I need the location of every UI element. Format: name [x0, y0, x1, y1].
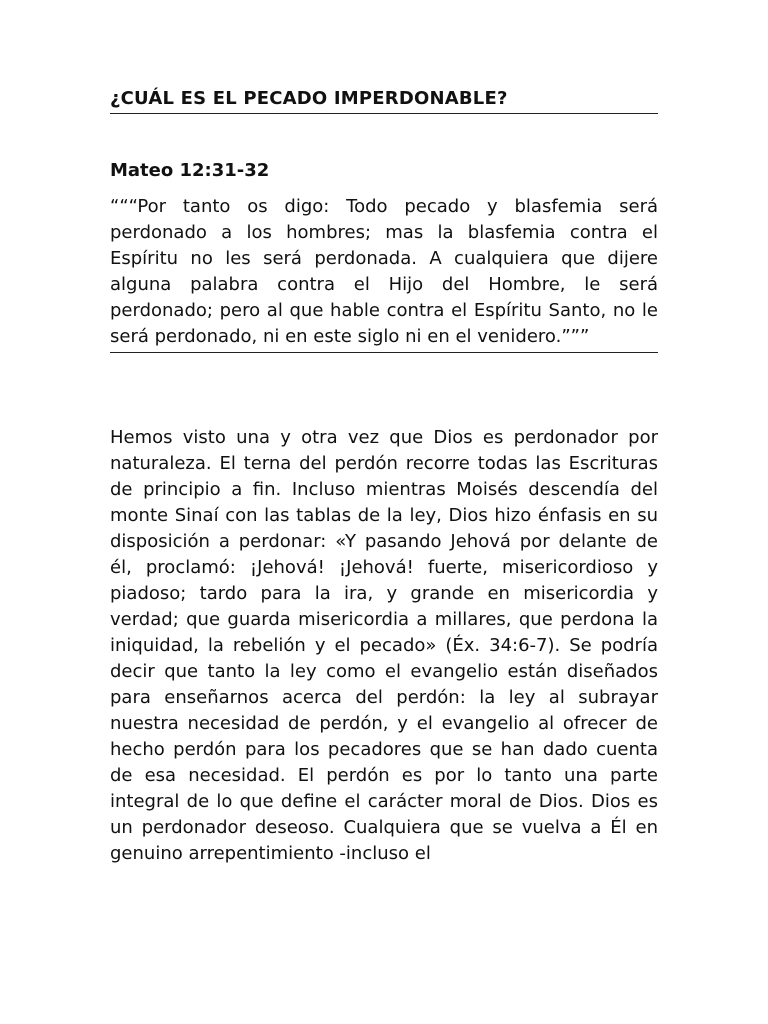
scripture-quote: “““Por tanto os digo: Todo pecado y blasfemia será perdonado a los hombres; mas la blasfemia contra el Espíritu no les será perdonada. A cualquiera que dijere alguna palabra contra el Hijo del Hombre, le será perdonado; pero al que hable contra el Espíritu Santo, no le será perdonado, ni en este siglo ni en el venidero.””” [110, 194, 658, 353]
page-title: ¿CUÁL ES EL PECADO IMPERDONABLE? [110, 86, 658, 114]
scripture-reference: Mateo 12:31-32 [110, 160, 270, 181]
body-paragraph: Hemos visto una y otra vez que Dios es perdonador por naturaleza. El terna del perdón recorre todas las Escrituras de principio a fin. Incluso mientras Moisés descendía del monte Sinaí con las tablas de la ley, Dios hizo énfasis en su disposición a perdonar: «Y pasando Jehová por delante de él, proclamó: ¡Jehová! ¡Jehová! fuerte, misericordioso y piadoso; tardo para la ira, y grande en misericordia y verdad; que guarda misericordia a millares, que perdona la iniquidad, la rebelión y el pecado» (Éx. 34:6-7). Se podría decir que tanto la ley como el evangelio están diseñados para enseñarnos acerca del perdón: la ley al subrayar nuestra necesidad de perdón, y el evangelio al ofrecer de hecho perdón para los pecadores que se han dado cuenta de esa necesidad. El perdón es por lo tanto una parte integral de lo que define el carácter moral de Dios. Dios es un perdonador deseoso. Cualquiera que se vuelva a Él en genuino arrepentimiento -incluso el [110, 427, 658, 864]
